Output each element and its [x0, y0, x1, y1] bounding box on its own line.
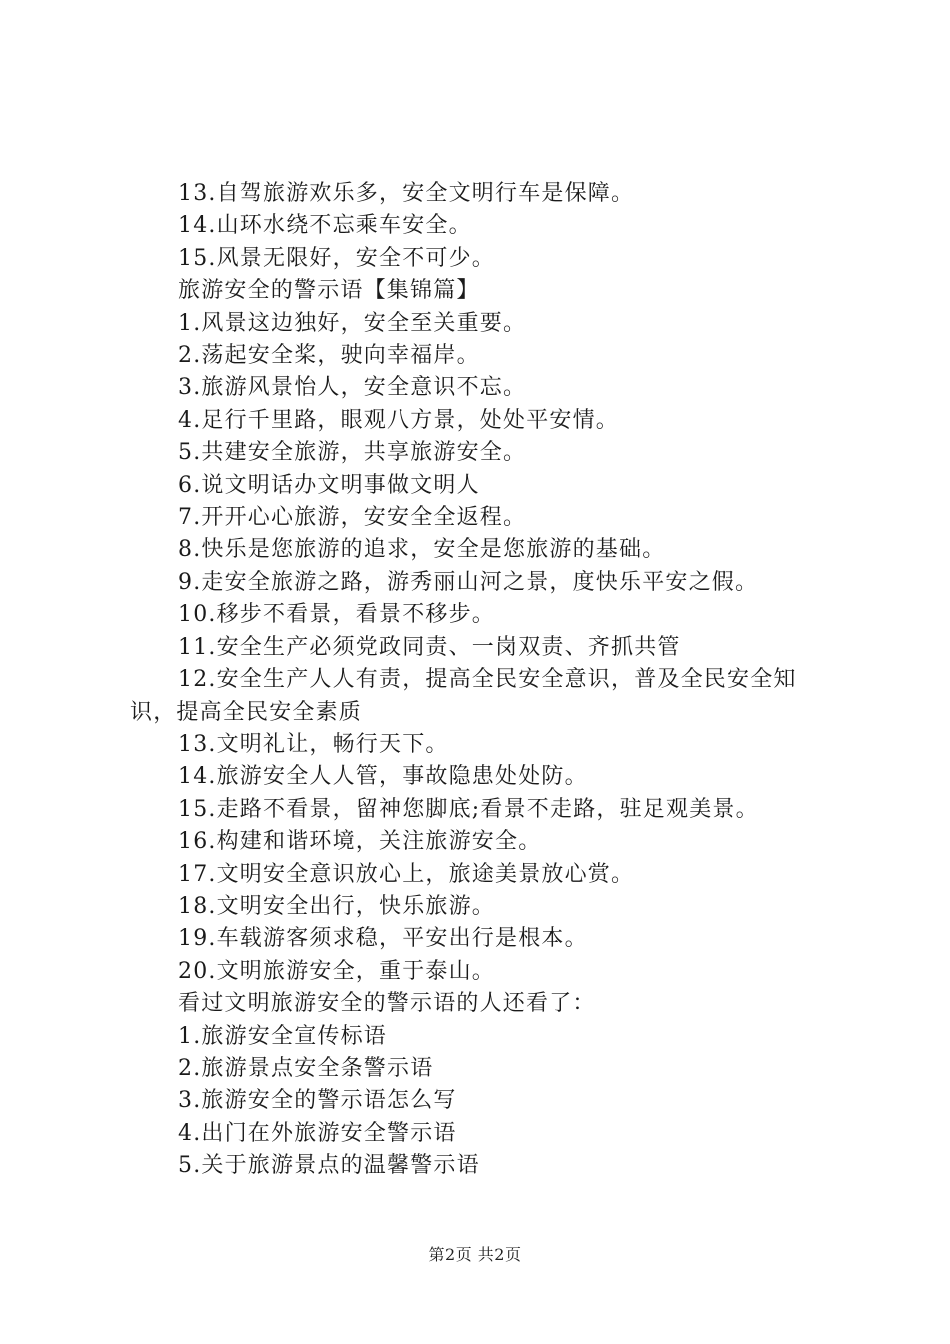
text-line: 12.安全生产人人有责，提高全民安全意识，普及全民安全知识，提高全民安全素质 — [130, 667, 797, 725]
section-heading: 旅游安全的警示语【集锦篇】 — [178, 278, 480, 304]
text-line: 11.安全生产必须党政同责、一岗双责、齐抓共管 — [178, 634, 681, 660]
text-line: 19.车载游客须求稳，平安出行是根本。 — [178, 926, 588, 952]
related-item: 5.关于旅游景点的温馨警示语 — [178, 1153, 480, 1179]
text-line: 14.山环水绕不忘乘车安全。 — [178, 213, 472, 239]
text-line: 13.自驾旅游欢乐多，安全文明行车是保障。 — [178, 181, 635, 206]
text-line: 6.说文明话办文明事做文明人 — [178, 472, 480, 498]
text-line: 20.文明旅游安全，重于泰山。 — [178, 958, 495, 984]
related-heading: 看过文明旅游安全的警示语的人还看了： — [178, 991, 596, 1017]
text-line: 2.荡起安全桨，驶向幸福岸。 — [178, 343, 480, 369]
related-item: 1.旅游安全宣传标语 — [178, 1023, 387, 1049]
text-line: 5.共建安全旅游，共享旅游安全。 — [178, 440, 527, 466]
text-line: 10.移步不看景，看景不移步。 — [178, 602, 495, 628]
text-line: 16.构建和谐环境，关注旅游安全。 — [178, 829, 542, 855]
page-footer: 第2页 共2页 — [428, 1245, 522, 1264]
text-line: 15.风景无限好，安全不可少。 — [178, 245, 495, 271]
text-line: 7.开开心心旅游，安安全全返程。 — [178, 505, 527, 531]
text-line: 15.走路不看景，留神您脚底;看景不走路，驻足观美景。 — [178, 796, 759, 822]
text-line: 3.旅游风景怡人，安全意识不忘。 — [178, 375, 527, 401]
text-line: 14.旅游安全人人管，事故隐患处处防。 — [178, 764, 588, 790]
document-body — [130, 178, 835, 1183]
related-item: 3.旅游安全的警示语怎么写 — [178, 1088, 457, 1114]
text-line: 18.文明安全出行，快乐旅游。 — [178, 893, 495, 919]
related-item: 4.出门在外旅游安全警示语 — [178, 1120, 457, 1146]
text-line: 9.走安全旅游之路，游秀丽山河之景，度快乐平安之假。 — [178, 569, 759, 595]
text-line: 8.快乐是您旅游的追求，安全是您旅游的基础。 — [178, 537, 666, 563]
text-line: 17.文明安全意识放心上，旅途美景放心赏。 — [178, 861, 635, 887]
text-line: 13.文明礼让，畅行天下。 — [178, 731, 449, 757]
text-line: 4.足行千里路，眼观八方景，处处平安情。 — [178, 407, 619, 433]
related-item: 2.旅游景点安全条警示语 — [178, 1055, 434, 1081]
text-line: 1.风景这边独好，安全至关重要。 — [178, 310, 527, 336]
